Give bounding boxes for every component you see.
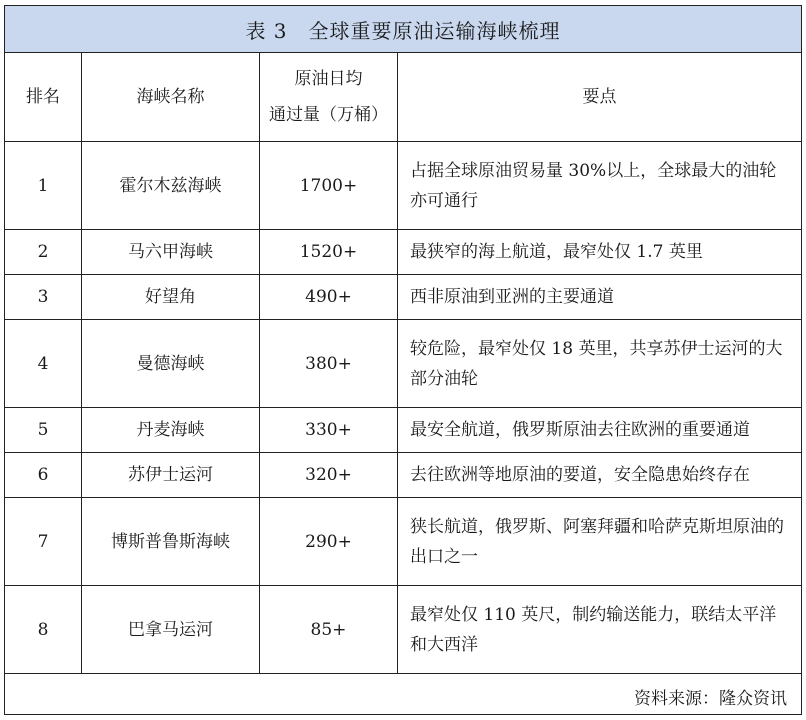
row-rank: 4 xyxy=(5,320,82,408)
row-volume: 320+ xyxy=(260,453,398,498)
table-row xyxy=(5,453,801,498)
header-volume xyxy=(260,53,398,142)
row-notes: 西非原油到亚洲的主要通道 xyxy=(398,275,802,320)
row-rank: 7 xyxy=(5,498,82,586)
row-name: 丹麦海峡 xyxy=(82,408,260,453)
header-rank: 排名 xyxy=(5,53,82,142)
table-row xyxy=(5,142,801,230)
row-volume: 330+ xyxy=(260,408,398,453)
header-notes: 要点 xyxy=(398,53,802,142)
row-name: 苏伊士运河 xyxy=(82,453,260,498)
row-name: 曼德海峡 xyxy=(82,320,260,408)
strait-table-container xyxy=(4,5,802,715)
table-row xyxy=(5,586,801,674)
row-volume: 85+ xyxy=(260,586,398,674)
strait-table xyxy=(5,53,801,674)
row-name: 巴拿马运河 xyxy=(82,586,260,674)
table-row xyxy=(5,408,801,453)
row-volume: 380+ xyxy=(260,320,398,408)
row-notes: 去往欧洲等地原油的要道，安全隐患始终存在 xyxy=(398,453,802,498)
source-note: 资料来源：隆众资讯 xyxy=(634,689,787,709)
table-row xyxy=(5,275,801,320)
row-volume: 1520+ xyxy=(260,230,398,275)
row-notes: 占据全球原油贸易量 30%以上，全球最大的油轮亦可通行 xyxy=(398,142,802,230)
row-notes: 最安全航道，俄罗斯原油去往欧洲的重要通道 xyxy=(398,408,802,453)
row-rank: 5 xyxy=(5,408,82,453)
row-notes: 最窄处仅 110 英尺，制约输送能力，联结太平洋和大西洋 xyxy=(398,586,802,674)
table-header-row xyxy=(5,53,801,142)
row-rank: 1 xyxy=(5,142,82,230)
row-rank: 6 xyxy=(5,453,82,498)
header-volume-line1: 原油日均 xyxy=(294,69,363,89)
table-row xyxy=(5,320,801,408)
table-row xyxy=(5,230,801,275)
row-volume: 290+ xyxy=(260,498,398,586)
row-rank: 3 xyxy=(5,275,82,320)
row-rank: 8 xyxy=(5,586,82,674)
row-name: 博斯普鲁斯海峡 xyxy=(82,498,260,586)
row-name: 马六甲海峡 xyxy=(82,230,260,275)
row-notes: 最狭窄的海上航道，最窄处仅 1.7 英里 xyxy=(398,230,802,275)
row-notes: 狭长航道，俄罗斯、阿塞拜疆和哈萨克斯坦原油的出口之一 xyxy=(398,498,802,586)
table-title: 表 3 全球重要原油运输海峡梳理 xyxy=(5,6,801,53)
row-volume: 1700+ xyxy=(260,142,398,230)
row-notes: 较危险，最窄处仅 18 英里，共享苏伊士运河的大部分油轮 xyxy=(398,320,802,408)
row-volume: 490+ xyxy=(260,275,398,320)
row-rank: 2 xyxy=(5,230,82,275)
row-name: 好望角 xyxy=(82,275,260,320)
header-name: 海峡名称 xyxy=(82,53,260,142)
row-name: 霍尔木兹海峡 xyxy=(82,142,260,230)
table-row xyxy=(5,498,801,586)
header-volume-line2: 通过量（万桶） xyxy=(269,105,388,125)
